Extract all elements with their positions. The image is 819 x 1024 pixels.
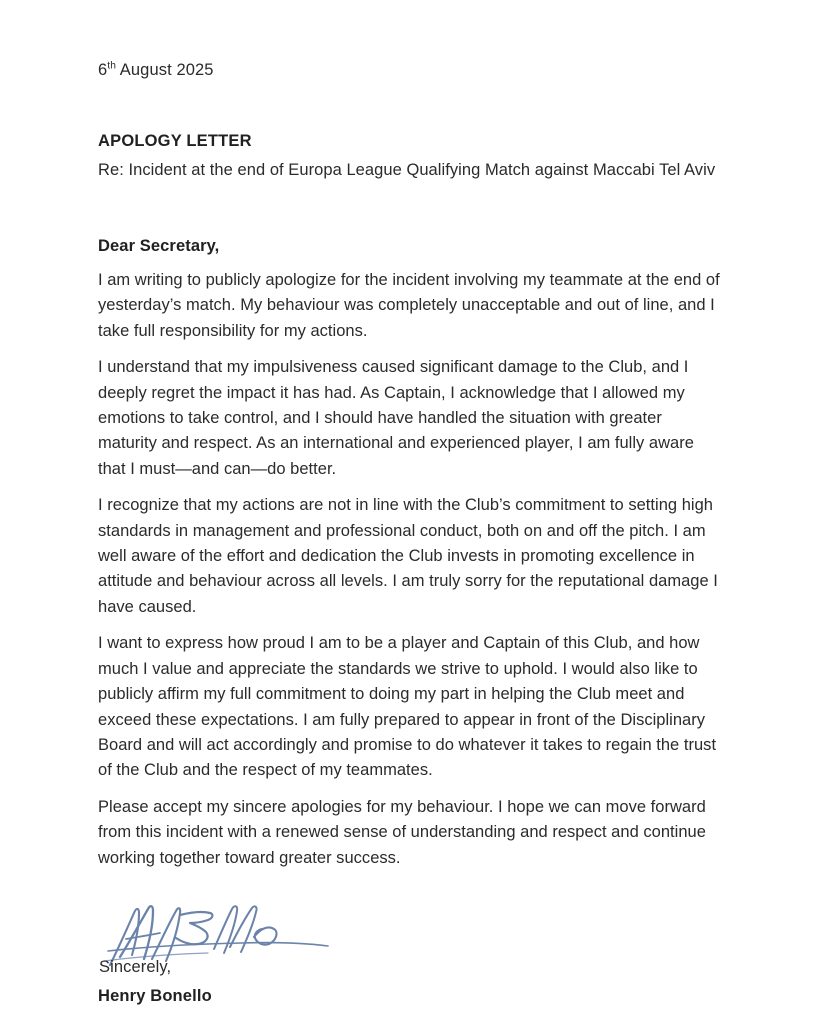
- body-paragraph: I want to express how proud I am to be a player and Captain of this Club, and how much I value and appreciate the standards we strive to uphold. I would also like to publicly affirm my full commitment to doing my part in helping the Club meet and exceed these expectations. I am fully prepared to appear in front of the Disciplinary Board and will act accordingly and promise to do whatever it takes to regain the trust of the Club and the respect of my teammates.: [98, 634, 717, 780]
- date-month-year: August 2025: [116, 61, 214, 79]
- spacer-before-salutation: [98, 183, 724, 234]
- date-ordinal-suffix: th: [107, 60, 117, 72]
- letter-content: [98, 58, 724, 1005]
- body-paragraph: Please accept my sincere apologies for my behaviour. I hope we can move forward from this incident with a renewed sense of understanding and respect and continue working together toward greater success.: [98, 797, 706, 867]
- letter-date: [98, 58, 724, 82]
- letter-salutation: Dear Secretary,: [98, 237, 220, 255]
- date-day: 6: [98, 61, 108, 79]
- body-paragraph: I understand that my impulsiveness caused significant damage to the Club, and I deeply regret the impact it has had. As Captain, I acknowledge that I allowed my emotions to take control, and I should have handled the situation with greater maturity and respect. As an international and experienced player, I am fully aware that I must—and can—do better.: [98, 358, 694, 478]
- sign-off-text: Sincerely,: [99, 957, 172, 976]
- letter-subject: Re: Incident at the end of Europa League Qualifying Match against Maccabi Tel Aviv: [98, 161, 716, 179]
- spacer-before-title: [98, 82, 724, 129]
- body-paragraph: I am writing to publicly apologize for the incident involving my teammate at the end of yesterday’s match. My behaviour was completely unacceptable and out of line, and I take full responsibility for my actions.: [98, 271, 720, 340]
- letter-title: APOLOGY LETTER: [98, 132, 252, 150]
- spacer-before-body: [98, 258, 724, 268]
- signature-name: Henry Bonello: [98, 986, 212, 1005]
- signature-block: [98, 907, 724, 1005]
- body-paragraph: I recognize that my actions are not in line with the Club’s commitment to setting high standards in management and professional conduct, both on and off the pitch. I am well aware of the effort and dedication the Club invests in promoting excellence in attitude and behaviour across all levels. I am truly sorry for the reputational damage I have caused.: [98, 496, 718, 616]
